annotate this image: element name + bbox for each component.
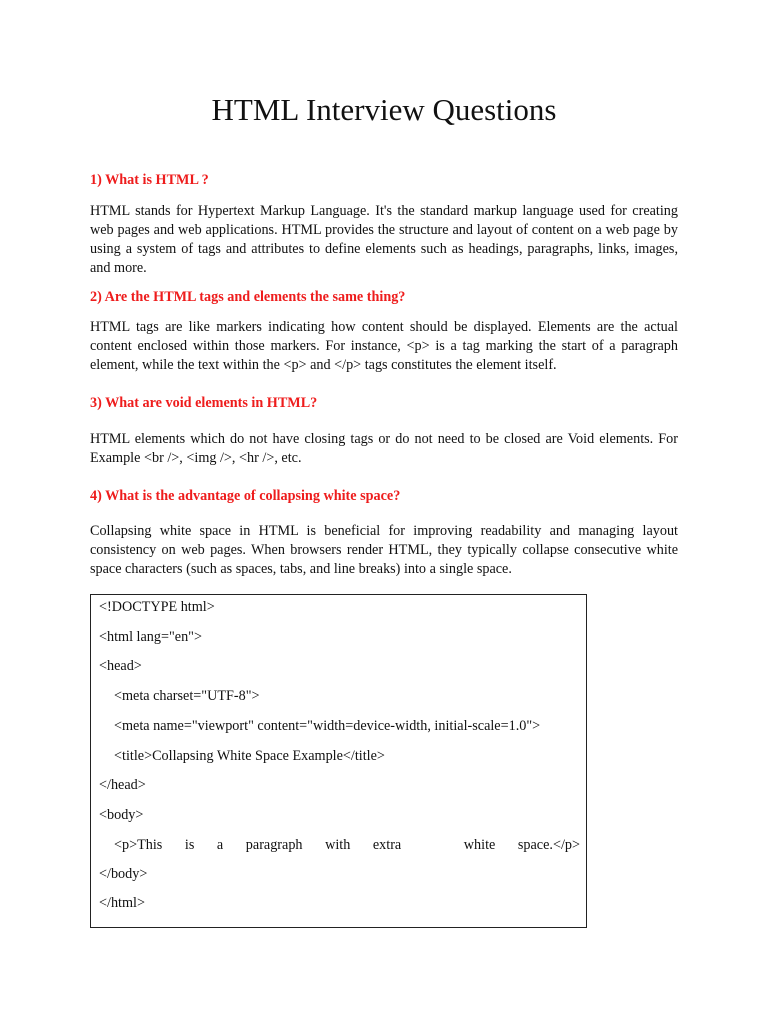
code-line-html-open: <html lang="en"> — [99, 629, 202, 645]
code-line-meta-viewport: <meta name="viewport" content="width=device-width, initial-scale=1.0"> — [114, 718, 541, 734]
question-2-answer: HTML tags are like markers indicating how content should be displayed. Elements are the actual content enclosed within those markers. For instance, <p> is a tag marking the start of a paragraph element, while the text within the <p> and </p> tags constitutes the element itself. — [90, 319, 678, 373]
question-4-heading: 4) What is the advantage of collapsing white space? — [90, 488, 401, 504]
code-line-doctype: <!DOCTYPE html> — [99, 599, 215, 615]
code-word: with — [325, 837, 351, 853]
page-title: HTML Interview Questions — [211, 92, 557, 127]
code-line-head-open: <head> — [99, 658, 142, 674]
code-word: white — [463, 837, 496, 853]
code-word: extra — [372, 837, 402, 853]
code-word: is — [184, 837, 195, 853]
question-1-answer: HTML stands for Hypertext Markup Language. It's the standard markup language used for creating web pages and web applications. HTML provides the structure and layout of content on a web page by using a system of tags and attributes to define elements such as headings, paragraphs, links, images, and more. — [90, 203, 678, 276]
question-1-heading: 1) What is HTML ? — [90, 172, 209, 188]
code-line-title: <title>Collapsing White Space Example</title> — [114, 748, 385, 764]
code-line-body-close: </body> — [99, 866, 148, 882]
code-line-head-close: </head> — [99, 777, 146, 793]
code-line-meta-charset: <meta charset="UTF-8"> — [114, 688, 260, 704]
question-4-answer: Collapsing white space in HTML is beneficial for improving readability and managing layout consistency on web pages. When browsers render HTML, they typically collapse consecutive white space characters (such as spaces, tabs, and line breaks) into a single space. — [90, 523, 678, 577]
code-line-html-close: </html> — [99, 895, 145, 911]
code-line-paragraph — [114, 836, 580, 855]
question-2-heading: 2) Are the HTML tags and elements the same thing? — [90, 289, 406, 305]
code-line-body-open: <body> — [99, 807, 144, 823]
question-3-heading: 3) What are void elements in HTML? — [90, 395, 318, 411]
code-word: a — [216, 837, 224, 853]
code-word: paragraph — [245, 837, 303, 853]
question-3-answer: HTML elements which do not have closing tags or do not need to be closed are Void elements. For Example <br />, <img />, <hr />, etc. — [90, 431, 678, 466]
code-word: <p>This — [114, 837, 163, 853]
code-word: space.</p> — [517, 837, 580, 853]
